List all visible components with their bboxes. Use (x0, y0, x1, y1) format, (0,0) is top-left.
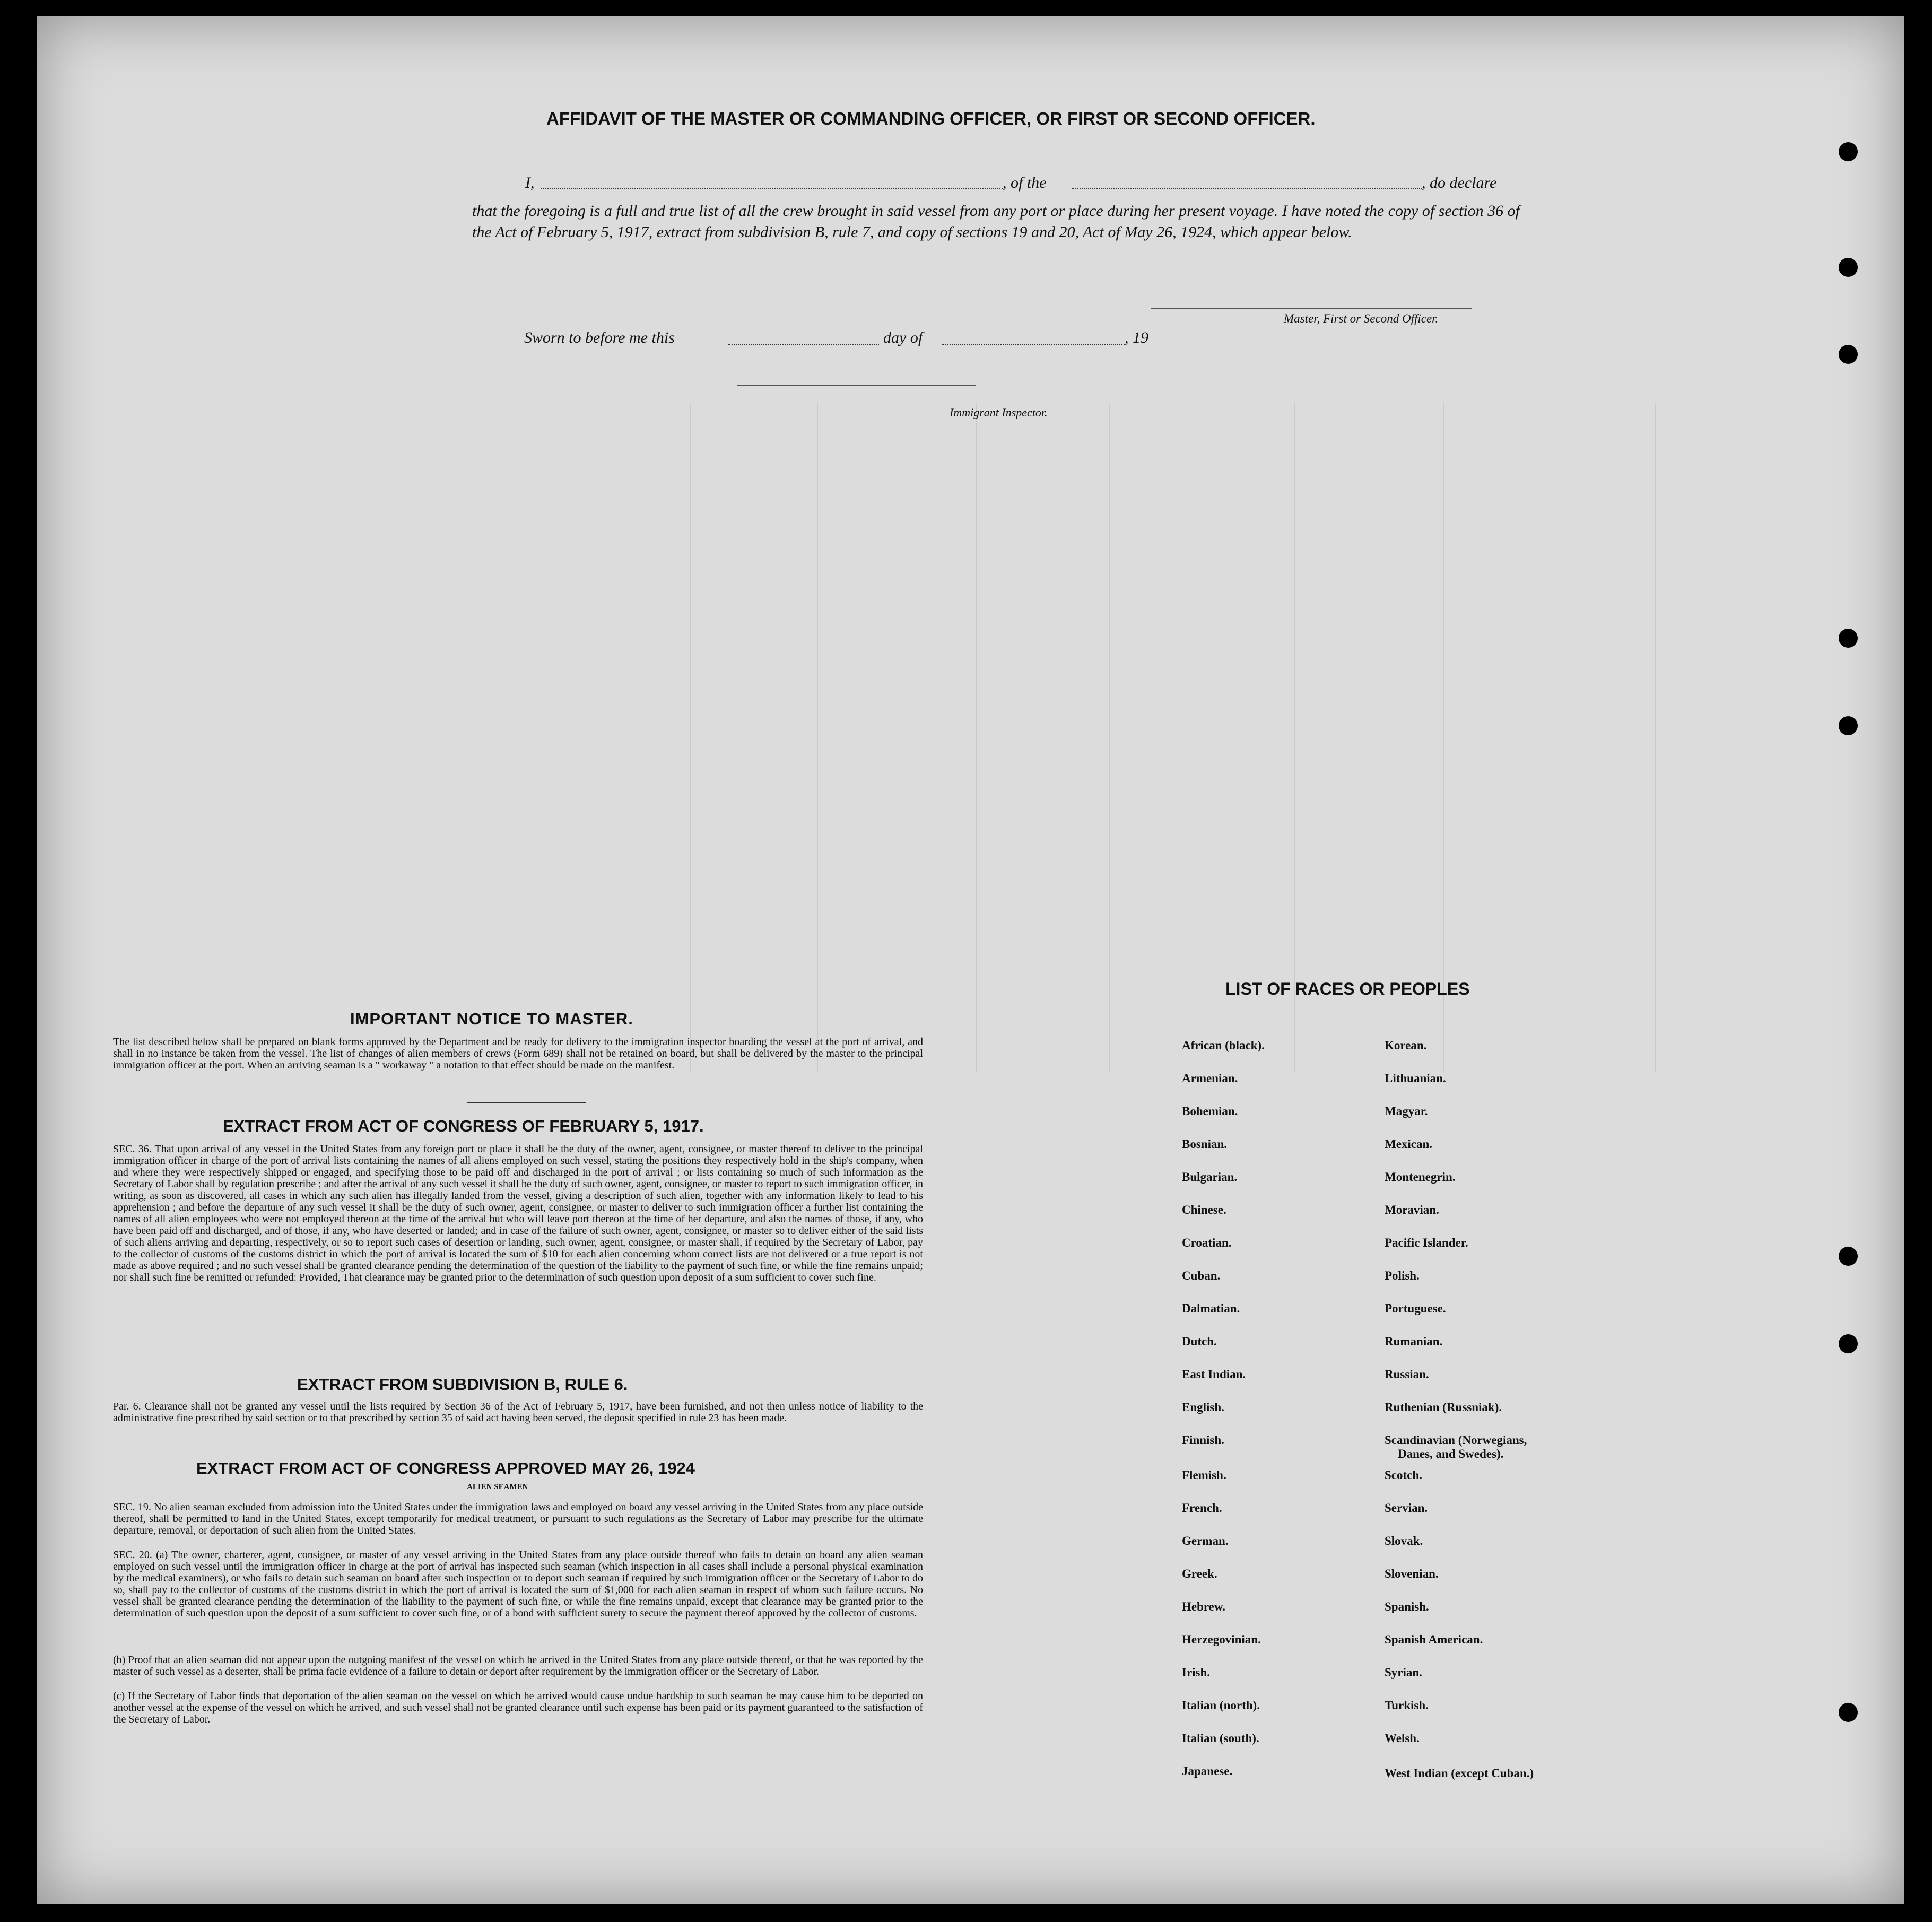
punch-hole (1839, 258, 1858, 277)
race-right-item: Moravian. (1385, 1203, 1439, 1216)
race-left-item: Bulgarian. (1182, 1170, 1238, 1184)
affidavit-do-declare: , do declare (1422, 174, 1497, 192)
bleed-column-line (1294, 403, 1295, 1072)
signature-line[interactable] (1151, 308, 1472, 309)
sworn-month-field[interactable] (942, 344, 1125, 345)
rule6-title: EXTRACT FROM SUBDIVISION B, RULE 6. (297, 1375, 628, 1394)
punch-hole (1839, 1703, 1858, 1722)
race-left-item: German. (1182, 1534, 1229, 1547)
race-left-item: Dutch. (1182, 1335, 1217, 1348)
race-right-item: Korean. (1385, 1039, 1427, 1052)
race-right-item: Scotch. (1385, 1468, 1422, 1482)
vessel-name-field[interactable] (1072, 188, 1422, 189)
race-right-item: Russian. (1385, 1368, 1429, 1381)
race-left-item: Hebrew. (1182, 1600, 1225, 1613)
race-left-item: Italian (south). (1182, 1732, 1259, 1745)
race-right-item: Magyar. (1385, 1105, 1428, 1118)
race-left-item: East Indian. (1182, 1368, 1246, 1381)
bleed-column-line (1109, 403, 1110, 1072)
punch-hole (1839, 345, 1858, 364)
notice-title: IMPORTANT NOTICE TO MASTER. (350, 1010, 633, 1028)
master-name-field[interactable] (541, 188, 1003, 189)
race-right-item: Mexican. (1385, 1137, 1433, 1151)
race-scandinavian-continued: Danes, and Swedes). (1398, 1447, 1504, 1460)
sworn-day-of: day of (883, 329, 923, 346)
sworn-year: , 19 (1125, 329, 1148, 346)
affidavit-i: I, (525, 174, 535, 192)
race-right-item: West Indian (except Cuban.) (1385, 1767, 1534, 1780)
affidavit-body: that the foregoing is a full and true list of all the crew brought in said vessel from any port or place during her present voyage. I have noted the copy of section 36 of the Act of February 5, 1917, extract from subdivision B, rule 7, and copy of sections 19 and 20, Act of May 26, 1924, which appear below. (472, 202, 1520, 241)
affidavit-of-the: , of the (1003, 174, 1047, 192)
extract-1924-subtitle: ALIEN SEAMEN (467, 1483, 528, 1491)
race-right-item: Turkish. (1385, 1699, 1429, 1712)
race-left-item: Italian (north). (1182, 1699, 1260, 1712)
sec20c-text: (c) If the Secretary of Labor finds that deportation of the alien seaman on the vessel on which he arrived would cause undue hardship to such seaman he may cause him to be deported on another vessel at the expense of the vessel on which he arrived, and such vessel shall not be granted clearance until such expense has been paid or its payment guaranteed to the satisfaction of the Secretary of Labor. (113, 1690, 923, 1725)
bleed-column-line (1443, 403, 1444, 1072)
race-left-item: African (black). (1182, 1039, 1265, 1052)
race-left-item: Croatian. (1182, 1236, 1232, 1249)
race-left-item: French. (1182, 1501, 1222, 1515)
race-right-item: Ruthenian (Russniak). (1385, 1401, 1502, 1414)
race-left-item: Irish. (1182, 1666, 1211, 1679)
extract-1917-title: EXTRACT FROM ACT OF CONGRESS OF FEBRUARY 5, 1917. (223, 1117, 704, 1135)
race-right-item: Slovenian. (1385, 1567, 1439, 1580)
race-right-item: Lithuanian. (1385, 1072, 1446, 1085)
punch-hole (1839, 142, 1858, 161)
bleed-column-line (1655, 403, 1656, 1072)
race-left-item: Bosnian. (1182, 1137, 1228, 1151)
race-right-item: Polish. (1385, 1269, 1420, 1282)
extract-1917-body: SEC. 36. That upon arrival of any vessel in the United States from any foreign port or place it shall be the duty of the owner, agent, consignee, or master thereof to deliver to the principal immigration officer in charge of the port of arrival lists containing the names of all aliens employed on such vessel, stating the positions they respectively hold in the ship's company, when and where they were respectively shipped or engaged, and specifying those to be paid off and discharged in the port of arrival ; or lists containing so much of such information as the Secretary of Labor shall by regulation prescribe ; and after the arrival of any such vessel it shall be the duty of such owner, agent, consignee, or master to report to such immigration officer, in writing, as soon as discovered, all cases in which any such alien has illegally landed from the vessel, giving a description of such alien, together with any information likely to lead to his apprehension ; and before the departure of any such vessel it shall be the duty of such owner, agent, consignee, or master to deliver to such immigration officer a further list containing the names of all alien employees who were not employed thereon at the time of the arrival but who will leave port thereon at the time of her departure, and also the names of those, if any, who have been paid off and discharged, and of those, if any, who have deserted or landed; and in case of the failure of such owner, agent, consignee, or master so to deliver either of the said lists of such aliens arriving and departing, respectively, or so to report such cases of desertion or landing, such owner, agent, consignee, or master shall, if required by the Secretary of Labor, pay to the collector of customs of the customs district in which the port of arrival is located the sum of $10 for each alien concerning whom correct lists are not delivered or a true report is not made as above required ; and no such vessel shall be granted clearance pending the determination of the question of the liability to the payment of such fine, or while the fine remains unpaid; nor shall such fine be remitted or refunded: Provided, That clearance may be granted prior to the determination of such question upon deposit of a sum sufficient to cover such fine. (113, 1143, 923, 1283)
inspector-signature-line[interactable] (737, 385, 976, 386)
punch-hole (1839, 629, 1858, 648)
sec20b-text: (b) Proof that an alien seaman did not appear upon the outgoing manifest of the vessel on which he arrived in the United States from any place outside thereof, or that he was reported by the master of such vessel as a deserter, shall be prima facie evidence of a failure to detain or deport after requirement by the immigration officer or the Secretary of Labor. (113, 1654, 923, 1677)
bleed-column-line (817, 403, 818, 1072)
race-right-item: Spanish American. (1385, 1633, 1483, 1646)
race-right-item: Servian. (1385, 1501, 1428, 1515)
race-left-item: Chinese. (1182, 1203, 1226, 1216)
bleed-column-line (976, 403, 977, 1072)
race-right-item: Montenegrin. (1385, 1170, 1456, 1184)
race-right-item: Pacific Islander. (1385, 1236, 1468, 1249)
race-right-item: Rumanian. (1385, 1335, 1443, 1348)
affidavit-heading: AFFIDAVIT OF THE MASTER OR COMMANDING OFFICER, OR FIRST OR SECOND OFFICER. (546, 109, 1316, 128)
race-right-item: Slovak. (1385, 1534, 1423, 1547)
rule6-body: Par. 6. Clearance shall not be granted any vessel until the lists required by Section 36 of the Act of February 5, 1917, have been furnished, and not then unless notice of liability to the administrative fine prescribed by said section or to that prescribed by section 35 of said act having been served, the deposit specified in rule 23 has been made. (113, 1401, 923, 1424)
document-page (37, 16, 1904, 1904)
sec20a-text: SEC. 20. (a) The owner, charterer, agent, consignee, or master of any vessel arriving in the United States from any place outside thereof who fails to detain on board any alien seaman employed on such vessel until the immigration officer in charge at the port of arrival has inspected such seaman (which inspection in all cases shall include a personal physical examination by the medical examiners), or who fails to detain such seaman on board after such inspection or to deport such seaman if required by such immigration officer or the Secretary of Labor to do so, shall pay to the collector of customs of the customs district in which the port of arrival is located the sum of $1,000 for each alien seaman in respect of whom such failure occurs. No vessel shall be granted clearance pending the determination of the liability to the payment of such fine, or while the fine remains unpaid, except that clearance may be granted prior to the determination of such question upon the deposit of a sum sufficient to cover such fine, or of a bond with sufficient surety to secure the payment thereof approved by the collector of customs. (113, 1549, 923, 1619)
race-left-item: Armenian. (1182, 1072, 1238, 1085)
race-right-item: Syrian. (1385, 1666, 1422, 1679)
race-left-item: Finnish. (1182, 1433, 1224, 1447)
race-right-item: Welsh. (1385, 1732, 1420, 1745)
race-left-item: Cuban. (1182, 1269, 1221, 1282)
notice-body: The list described below shall be prepared on blank forms approved by the Department and be ready for delivery to the immigration inspector boarding the vessel at the port of arrival, and shall in no instance be taken from the vessel. The list of changes of alien members of crews (Form 689) shall not be retained on board, but shall be delivered by the master to the principal immigration officer at the port. When an arriving seaman is a " workaway " a notation to that effect should be made on the manifest. (113, 1036, 923, 1071)
sec19-text: SEC. 19. No alien seaman excluded from admission into the United States under the immigration laws and employed on board any vessel arriving in the United States from any place outside thereof, shall be permitted to land in the United States, except temporarily for medical treatment, or pursuant to such regulations as the Secretary of Labor may prescribe for the ultimate departure, removal, or deportation of such alien from the United States. (113, 1501, 923, 1536)
race-right-item: Portuguese. (1385, 1302, 1446, 1315)
punch-hole (1839, 716, 1858, 735)
sworn-day-field[interactable] (728, 344, 879, 345)
races-title: LIST OF RACES OR PEOPLES (1225, 979, 1470, 998)
inspector-caption: Immigrant Inspector. (950, 406, 1048, 419)
race-left-item: Bohemian. (1182, 1105, 1238, 1118)
divider (467, 1102, 586, 1103)
punch-hole (1839, 1334, 1858, 1353)
signature-caption: Master, First or Second Officer. (1284, 312, 1439, 325)
race-right-item: Scandinavian (Norwegians, (1385, 1433, 1527, 1447)
race-left-item: Flemish. (1182, 1468, 1226, 1482)
sworn-prefix: Sworn to before me this (524, 329, 675, 346)
bleed-column-line (690, 403, 691, 1072)
extract-1924-title: EXTRACT FROM ACT OF CONGRESS APPROVED MAY 26, 1924 (196, 1459, 695, 1477)
race-left-item: Dalmatian. (1182, 1302, 1240, 1315)
race-left-item: English. (1182, 1401, 1224, 1414)
race-left-item: Herzegovinian. (1182, 1633, 1261, 1646)
punch-hole (1839, 1247, 1858, 1266)
race-right-item: Spanish. (1385, 1600, 1429, 1613)
race-left-item: Japanese. (1182, 1764, 1233, 1778)
race-left-item: Greek. (1182, 1567, 1217, 1580)
